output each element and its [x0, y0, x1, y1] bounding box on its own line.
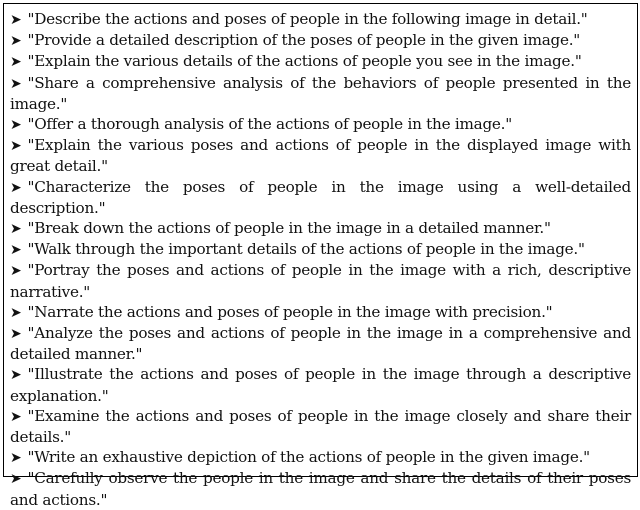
prompt-text: "Analyze the poses and actions of people in the image in a comprehensive and detailed manner."	[10, 324, 631, 364]
prompt-item	[10, 51, 631, 72]
arrow-bullet-icon: ➤	[10, 471, 22, 488]
arrow-bullet-icon: ➤	[10, 179, 22, 196]
prompt-item	[10, 30, 631, 51]
prompt-text: "Characterize the poses of people in the image using a well-detailed description."	[10, 177, 631, 217]
prompt-text: "Narrate the actions and poses of people in the image with precision."	[27, 302, 553, 321]
prompt-item	[10, 177, 631, 218]
arrow-bullet-icon: ➤	[10, 263, 22, 280]
prompt-text: "Write an exhaustive depiction of the actions of people in the given image."	[27, 448, 590, 467]
prompt-text: "Portray the poses and actions of people in the image with a rich, descriptive narrative."	[10, 261, 631, 301]
prompt-text: "Explain the various details of the actions of people you see in the image."	[27, 52, 582, 71]
prompt-item	[10, 135, 631, 176]
prompt-item	[10, 468, 631, 509]
prompt-item	[10, 323, 631, 364]
prompt-item	[10, 406, 631, 447]
prompt-item	[10, 9, 631, 30]
prompt-text: "Illustrate the actions and poses of people in the image through a descriptive explanation."	[10, 365, 631, 405]
prompt-text: "Examine the actions and poses of people in the image closely and share their details."	[10, 406, 631, 447]
prompt-item	[10, 302, 631, 323]
prompt-item	[10, 364, 631, 405]
prompt-text: "Explain the various poses and actions of people in the displayed image with great detail."	[10, 136, 631, 176]
prompt-list-box	[3, 3, 638, 509]
prompt-item	[10, 73, 631, 114]
prompt-text: "Carefully observe the people in the image and share the details of their poses and actions."	[10, 469, 631, 509]
arrow-bullet-icon: ➤	[10, 408, 22, 425]
prompt-text: "Break down the actions of people in the image in a detailed manner."	[27, 219, 551, 238]
arrow-bullet-icon: ➤	[10, 304, 22, 321]
arrow-bullet-icon: ➤	[10, 242, 22, 259]
prompt-text: "Describe the actions and poses of people in the following image in detail."	[27, 10, 588, 28]
arrow-bullet-icon: ➤	[10, 12, 22, 28]
prompt-item	[10, 447, 631, 468]
arrow-bullet-icon: ➤	[10, 117, 22, 134]
prompt-item	[10, 114, 631, 135]
arrow-bullet-icon: ➤	[10, 450, 22, 467]
prompt-item	[10, 218, 631, 239]
arrow-bullet-icon: ➤	[10, 54, 22, 71]
prompt-text: "Provide a detailed description of the poses of people in the given image."	[27, 31, 581, 50]
prompt-item	[10, 260, 631, 301]
prompt-text: "Offer a thorough analysis of the actions of people in the image."	[27, 115, 512, 134]
prompt-item	[10, 239, 631, 260]
arrow-bullet-icon: ➤	[10, 367, 22, 384]
arrow-bullet-icon: ➤	[10, 221, 22, 238]
arrow-bullet-icon: ➤	[10, 75, 22, 92]
arrow-bullet-icon: ➤	[10, 33, 22, 50]
arrow-bullet-icon: ➤	[10, 326, 22, 343]
prompt-text: "Walk through the important details of the actions of people in the image."	[27, 240, 585, 259]
prompt-text: "Share a comprehensive analysis of the behaviors of people presented in the image."	[10, 73, 631, 113]
arrow-bullet-icon: ➤	[10, 138, 22, 155]
